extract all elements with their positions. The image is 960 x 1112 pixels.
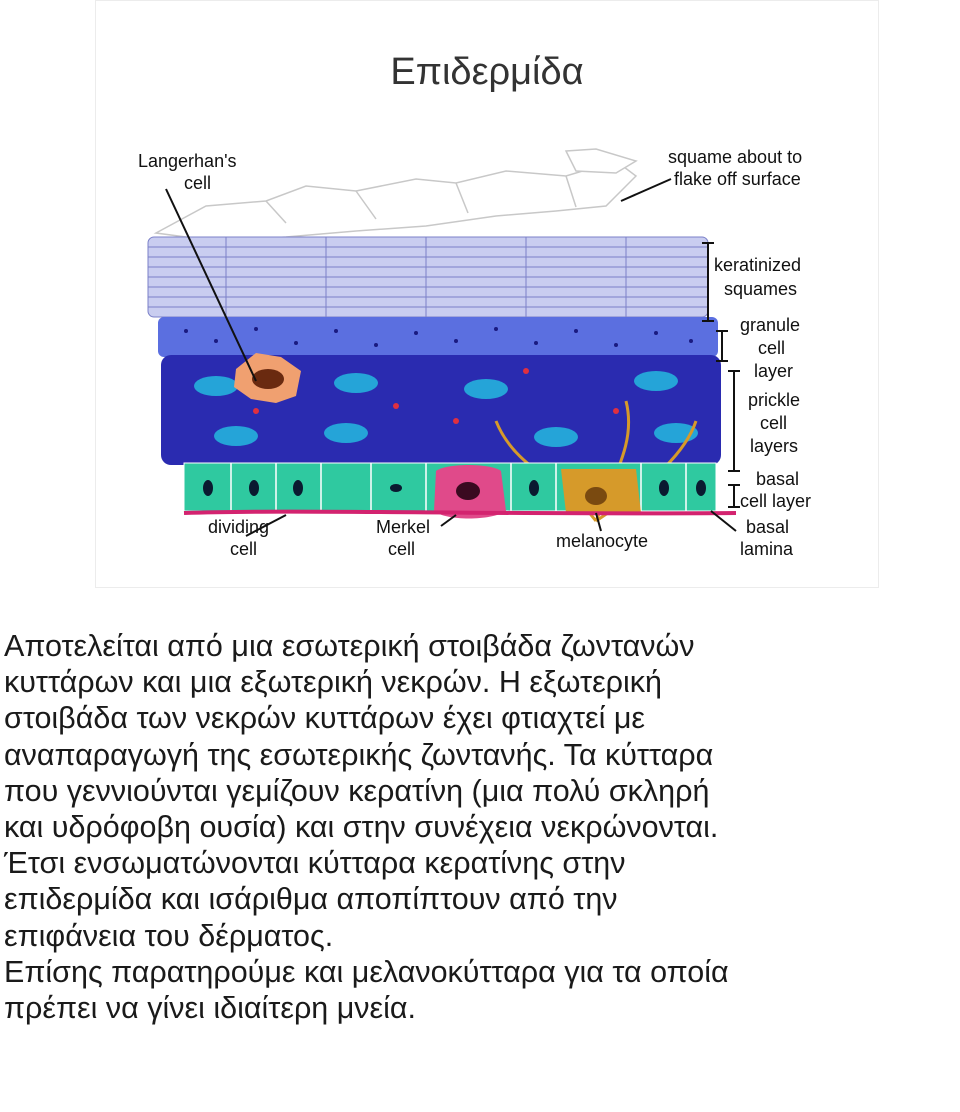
text-line: πρέπει να γίνει ιδιαίτερη μνεία. xyxy=(4,991,417,1026)
keratinized-squames-layer xyxy=(148,237,708,317)
text-line: που γεννιούνται γεμίζουν κερατίνη (μια πολύ σκληρή xyxy=(4,773,710,808)
text-line: επιφάνεια του δέρματος. xyxy=(4,918,334,953)
text-line: Επίσης παρατηρούμε και μελανοκύτταρα για τα οποία xyxy=(4,954,729,989)
label-granule-1: granule xyxy=(740,315,801,335)
label-granule-2: cell xyxy=(758,338,786,358)
text-line: επιδερμίδα και ισάριθμα αποπίπτουν από την xyxy=(4,882,618,917)
text-line: Αποτελείται από μια εσωτερική στοιβάδα ζωντανών xyxy=(4,629,695,663)
label-keratinized-1: keratinized xyxy=(714,255,802,275)
text-line: αναπαραγωγή της εσωτερικής ζωντανής. Τα κύτταρα xyxy=(4,737,714,772)
text-line: Έτσι ενσωματώνονται κύτταρα κερατίνης στην xyxy=(4,846,626,881)
epidermis-figure xyxy=(95,0,879,588)
label-squame-2: flake off surface xyxy=(674,169,801,189)
label-merkel-1: Merkel xyxy=(376,517,431,537)
figure-title: Επιδερμίδα xyxy=(390,51,584,93)
label-langerhans-1: Langerhan's xyxy=(138,151,237,171)
label-prickle-2: cell xyxy=(760,413,788,433)
label-prickle-1: prickle xyxy=(748,390,801,410)
label-dividing-1: dividing xyxy=(208,517,270,537)
label-lamina-1: basal xyxy=(746,517,790,537)
epidermis-diagram xyxy=(96,1,880,589)
body-text xyxy=(0,628,960,1026)
label-merkel-2: cell xyxy=(388,539,416,559)
label-granule-3: layer xyxy=(754,361,794,381)
paragraph-1 xyxy=(0,628,960,845)
text-line: κυττάρων και μια εξωτερική νεκρών. Η εξωτερική xyxy=(4,665,662,700)
paragraph-3 xyxy=(0,954,960,1026)
label-keratinized-2: squames xyxy=(724,279,798,299)
text-line: και υδρόφοβη ουσία) και στην συνέχεια νεκρώνονται. xyxy=(4,810,719,845)
merkel-cell xyxy=(434,465,506,519)
label-dividing-2: cell xyxy=(230,539,258,559)
melanocyte-cell xyxy=(561,469,641,513)
label-prickle-3: layers xyxy=(750,436,799,456)
basal-lamina-line xyxy=(184,512,736,514)
paragraph-2 xyxy=(0,845,960,954)
label-melanocyte: melanocyte xyxy=(556,531,649,551)
label-squame-1: squame about to xyxy=(668,147,803,167)
text-line: στοιβάδα των νεκρών κυττάρων έχει φτιαχτεί με xyxy=(4,701,646,736)
label-lamina-2: lamina xyxy=(740,539,794,559)
label-langerhans-2: cell xyxy=(184,173,212,193)
label-basal-1: basal xyxy=(756,469,800,489)
label-basal-2: cell layer xyxy=(740,491,812,511)
